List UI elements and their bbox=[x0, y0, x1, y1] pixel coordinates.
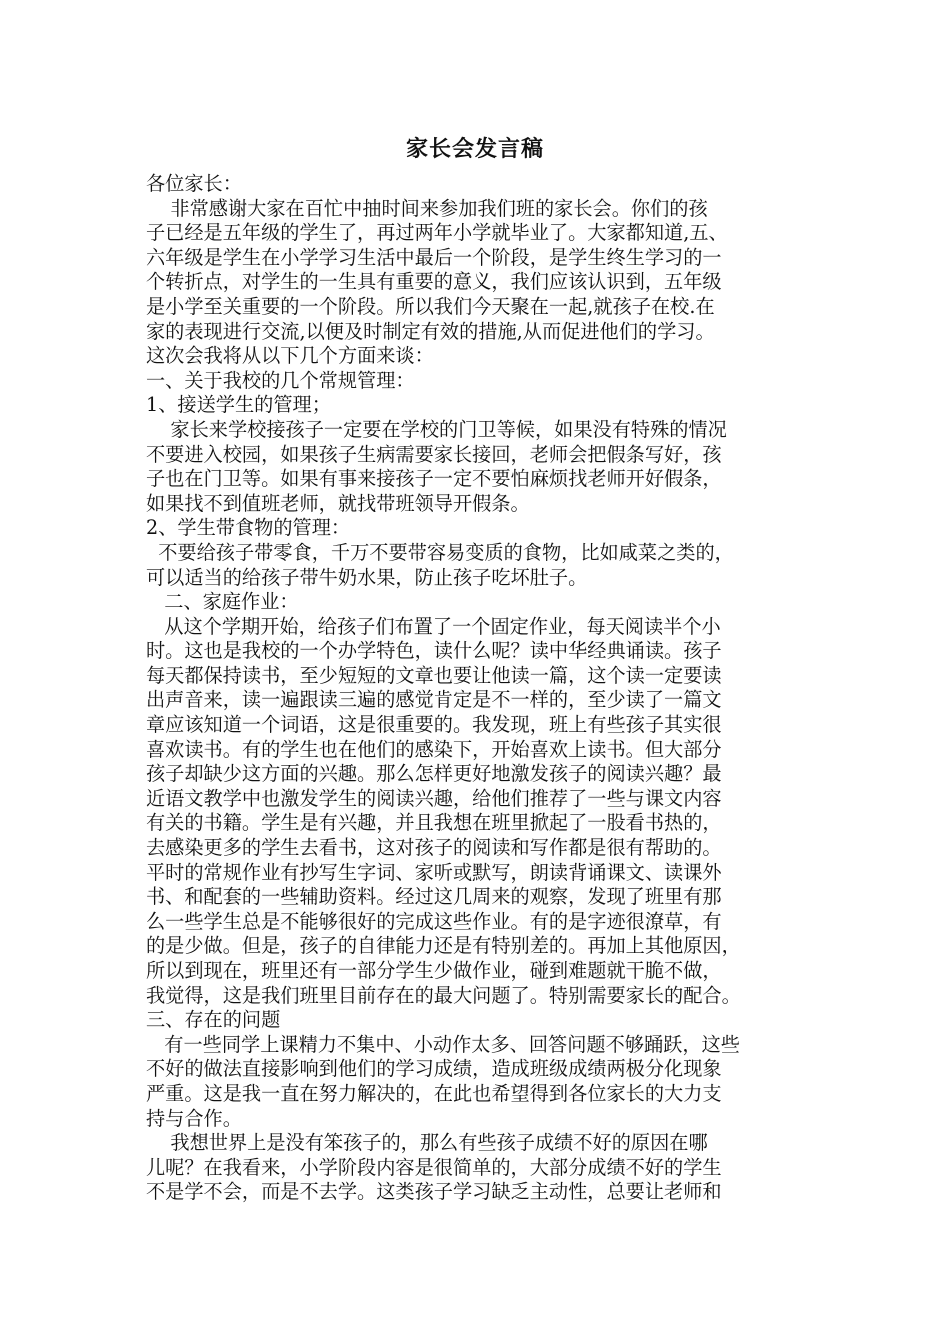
text-line: 子已经是五年级的学生了，再过两年小学就毕业了。大家都知道,五、 bbox=[146, 221, 728, 245]
text-line: 我觉得，这是我们班里目前存在的最大问题了。特别需要家长的配合。 bbox=[146, 983, 741, 1007]
text-line: 时。这也是我校的一个办学特色，读什么呢？读中华经典诵读。孩子 bbox=[146, 639, 722, 663]
text-line: 是小学至关重要的一个阶段。所以我们今天聚在一起,就孩子在校.在 bbox=[146, 294, 715, 318]
text-line: 我想世界上是没有笨孩子的，那么有些孩子成绩不好的原因在哪 bbox=[146, 1131, 708, 1155]
text-line: 出声音来，读一遍跟读三遍的感觉肯定是不一样的，至少读了一篇文 bbox=[146, 688, 722, 712]
text-line: 一、关于我校的几个常规管理： bbox=[146, 368, 415, 392]
text-line: 2、学生带食物的管理： bbox=[146, 516, 351, 540]
text-line: 个转折点，对学生的一生具有重要的意义，我们应该认识到，五年级 bbox=[146, 270, 722, 294]
text-line: 如果找不到值班老师，就找带班领导开假条。 bbox=[146, 491, 530, 515]
text-line: 不好的做法直接影响到他们的学习成绩，造成班级成绩两极分化现象 bbox=[146, 1057, 722, 1081]
text-line: 这次会我将从以下几个方面来谈： bbox=[146, 344, 434, 368]
text-line: 子也在门卫等。如果有事来接孩子一定不要怕麻烦找老师开好假条， bbox=[146, 467, 722, 491]
text-line: 持与合作。 bbox=[146, 1106, 242, 1130]
text-line: 1、接送学生的管理； bbox=[146, 393, 331, 417]
text-line: 不要进入校园，如果孩子生病需要家长接回，老师会把假条写好，孩 bbox=[146, 442, 722, 466]
text-line: 有关的书籍。学生是有兴趣，并且我想在班里掀起了一股看书热的， bbox=[146, 811, 722, 835]
text-line: 家的表现进行交流,以便及时制定有效的措施,从而促进他们的学习。 bbox=[146, 319, 715, 343]
text-line: 么一些学生总是不能够很好的完成这些作业。有的是字迹很潦草，有 bbox=[146, 909, 722, 933]
text-line: 近语文教学中也激发学生的阅读兴趣，给他们推荐了一些与课文内容 bbox=[146, 786, 722, 810]
text-line: 二、家庭作业： bbox=[146, 590, 299, 614]
text-line: 严重。这是我一直在努力解决的，在此也希望得到各位家长的大力支 bbox=[146, 1081, 722, 1105]
text-line: 所以到现在，班里还有一部分学生少做作业，碰到难题就干脆不做， bbox=[146, 959, 722, 982]
text-line: 孩子却缺少这方面的兴趣。那么怎样更好地激发孩子的阅读兴趣？最 bbox=[146, 762, 722, 786]
text-line: 家长来学校接孩子一定要在学校的门卫等候，如果没有特殊的情况 bbox=[146, 417, 727, 441]
text-line: 去感染更多的学生去看书，这对孩子的阅读和写作都是很有帮助的。 bbox=[146, 836, 722, 860]
text-line: 的是少做。但是，孩子的自律能力还是有特别差的。再加上其他原因， bbox=[146, 934, 741, 958]
text-line: 每天都保持读书，至少短短的文章也要让他读一篇，这个读一定要读 bbox=[146, 663, 722, 687]
document-title: 家长会发言稿 bbox=[405, 136, 544, 162]
text-line: 书、和配套的一些辅助资料。经过这几周来的观察，发现了班里有那 bbox=[146, 885, 722, 909]
text-line: 三、存在的问题 bbox=[146, 1008, 281, 1032]
text-line: 非常感谢大家在百忙中抽时间来参加我们班的家长会。你们的孩 bbox=[146, 196, 708, 220]
document-body bbox=[146, 172, 826, 1205]
text-line: 喜欢读书。有的学生也在他们的感染下，开始喜欢上读书。但大部分 bbox=[146, 737, 722, 761]
text-line: 不是学不会，而是不去学。这类孩子学习缺乏主动性，总要让老师和 bbox=[146, 1180, 722, 1204]
text-line: 从这个学期开始，给孩子们布置了一个固定作业，每天阅读半个小 bbox=[146, 614, 721, 638]
text-line: 儿呢？在我看来，小学阶段内容是很简单的，大部分成绩不好的学生 bbox=[146, 1155, 722, 1179]
text-line: 平时的常规作业有抄写生字词、家听或默写，朗读背诵课文、读课外 bbox=[146, 860, 722, 884]
text-line: 可以适当的给孩子带牛奶水果，防止孩子吃坏肚子。 bbox=[146, 565, 588, 589]
text-line: 章应该知道一个词语，这是很重要的。我发现，班上有些孩子其实很 bbox=[146, 713, 722, 737]
text-line: 六年级是学生在小学学习生活中最后一个阶段，是学生终生学习的一 bbox=[146, 245, 722, 269]
text-line: 有一些同学上课精力不集中、小动作太多、回答问题不够踊跃，这些 bbox=[146, 1032, 740, 1056]
text-line: 不要给孩子带零食，千万不要带容易变质的食物，比如咸菜之类的， bbox=[146, 540, 734, 564]
text-line: 各位家长： bbox=[146, 172, 242, 195]
